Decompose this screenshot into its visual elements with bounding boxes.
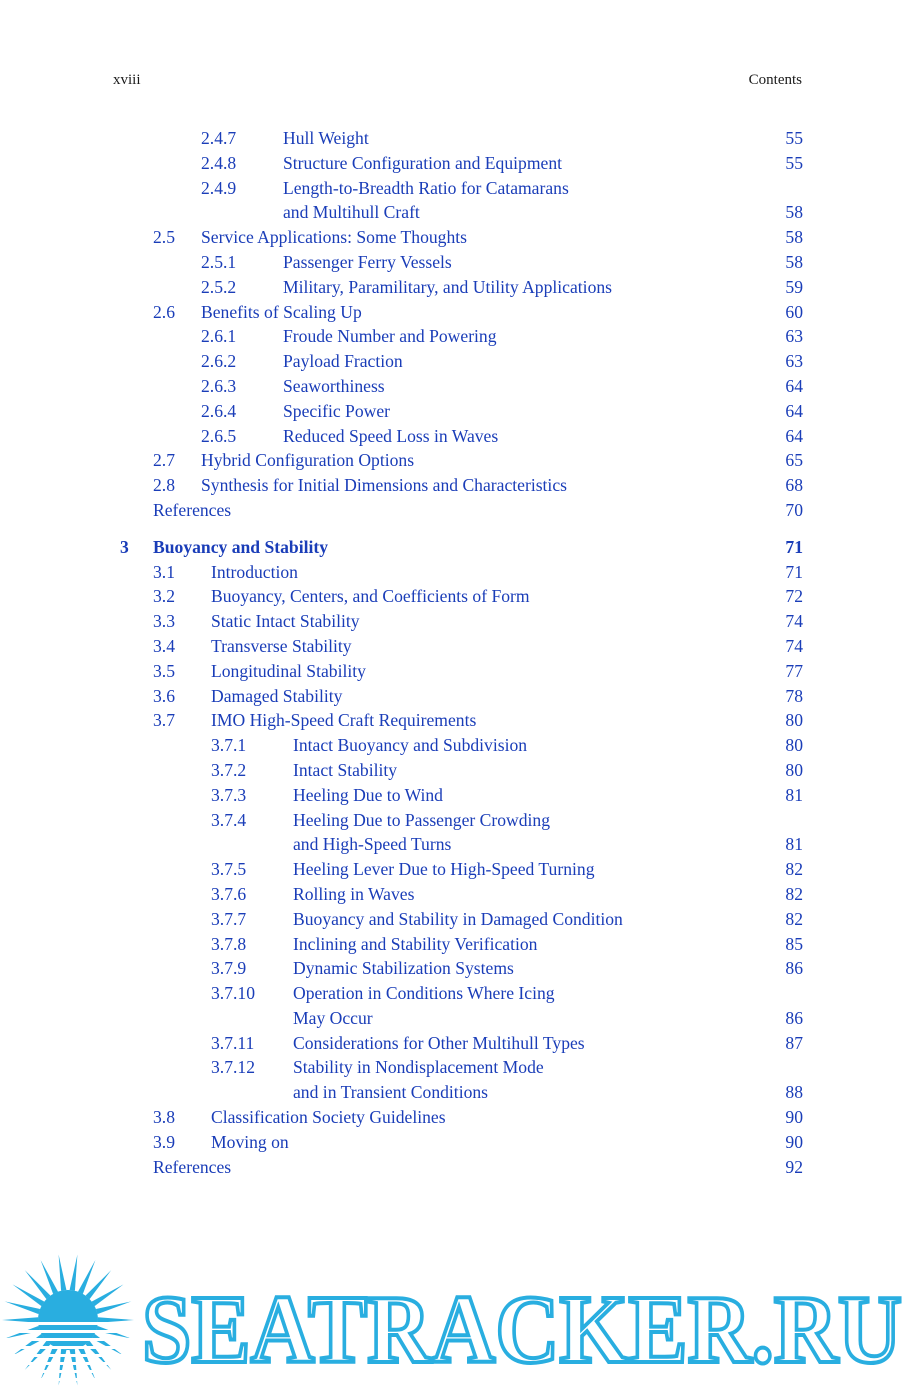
toc-entry[interactable] <box>113 473 803 498</box>
entry-number: 3.8 <box>153 1107 175 1128</box>
table-of-contents <box>113 126 803 1179</box>
entry-page: 64 <box>785 425 803 446</box>
entry-title[interactable]: . . . Reduced Speed Loss in Waves <box>283 424 751 449</box>
entry-title[interactable]: . . . Heeling Lever Due to High-Speed Turning <box>293 857 751 882</box>
entry-number: 2.7 <box>153 450 175 471</box>
toc-entry[interactable] <box>113 708 803 733</box>
entry-page: 58 <box>785 202 803 223</box>
toc-entry[interactable] <box>113 758 803 783</box>
entry-number: 3.7.5 <box>211 859 247 880</box>
entry-number: 2.4.9 <box>201 177 237 198</box>
entry-page: 72 <box>785 586 803 607</box>
toc-entry[interactable] <box>113 300 803 325</box>
entry-page: 92 <box>785 1156 803 1177</box>
toc-entry[interactable] <box>113 349 803 374</box>
entry-title[interactable]: . . . Heeling Due to Wind <box>293 783 751 808</box>
toc-entry[interactable] <box>113 832 803 857</box>
entry-number: 3.7.9 <box>211 958 247 979</box>
toc-entry[interactable] <box>113 498 803 523</box>
entry-number: 3.7.10 <box>211 983 255 1004</box>
entry-number: 3.4 <box>153 635 175 656</box>
toc-entry[interactable] <box>113 560 803 585</box>
toc-section-chapter-2 <box>113 126 803 523</box>
entry-title[interactable]: Stability in Nondisplacement Mode <box>293 1057 544 1078</box>
entry-number: 2.6.5 <box>201 425 237 446</box>
entry-title[interactable]: . . . Rolling in Waves <box>293 882 751 907</box>
toc-entry[interactable] <box>113 684 803 709</box>
entry-title[interactable]: . . . Intact Buoyancy and Subdivision <box>293 733 751 758</box>
entry-number: 3.9 <box>153 1131 175 1152</box>
chapter-page: 71 <box>785 536 803 557</box>
entry-title[interactable]: . . . Inclining and Stability Verification <box>293 932 751 957</box>
entry-page: 78 <box>785 685 803 706</box>
entry-title[interactable]: . . . Synthesis for Initial Dimensions and Characteristics <box>201 473 751 498</box>
entry-title[interactable]: . . . IMO High-Speed Craft Requirements <box>211 708 751 733</box>
toc-entry[interactable] <box>113 324 803 349</box>
toc-section-chapter-3 <box>113 560 803 1180</box>
entry-title[interactable]: . . . May Occur <box>293 1006 751 1031</box>
entry-page: 81 <box>785 784 803 805</box>
toc-entry[interactable] <box>113 424 803 449</box>
entry-number: 3.7.1 <box>211 735 247 756</box>
toc-entry[interactable] <box>113 584 803 609</box>
entry-number: 3.7.6 <box>211 883 247 904</box>
entry-page: 82 <box>785 883 803 904</box>
entry-title[interactable]: . . . Damaged Stability <box>211 684 751 709</box>
entry-page: 63 <box>785 351 803 372</box>
entry-title[interactable]: . . . Military, Paramilitary, and Utility Applications <box>283 275 751 300</box>
entry-page: 74 <box>785 611 803 632</box>
entry-title[interactable]: . . . and Multihull Craft <box>283 200 751 225</box>
entry-page: 82 <box>785 859 803 880</box>
entry-page: 71 <box>785 561 803 582</box>
dot-leader <box>153 1155 751 1180</box>
entry-page: 86 <box>785 1007 803 1028</box>
watermark-logo <box>0 1250 915 1388</box>
toc-entry[interactable] <box>113 1130 803 1155</box>
chapter-title[interactable]: . . . Buoyancy and Stability <box>153 535 751 560</box>
toc-chapter-row[interactable] <box>113 535 803 560</box>
entry-page: 70 <box>785 499 803 520</box>
toc-entry[interactable] <box>113 1080 803 1105</box>
entry-title[interactable]: . . . Seaworthiness <box>283 374 751 399</box>
entry-page: 59 <box>785 276 803 297</box>
toc-entry[interactable] <box>113 176 803 201</box>
toc-entry[interactable] <box>113 399 803 424</box>
entry-page: 80 <box>785 735 803 756</box>
entry-number: 2.5.1 <box>201 251 237 272</box>
entry-page: 58 <box>785 227 803 248</box>
watermark-text: SEATRACKER.RU <box>142 1276 902 1384</box>
toc-entry[interactable] <box>113 609 803 634</box>
entry-page: 86 <box>785 958 803 979</box>
entry-title[interactable]: . . . Payload Fraction <box>283 349 751 374</box>
entry-number: 3.7.7 <box>211 908 247 929</box>
entry-title[interactable]: . . . Benefits of Scaling Up <box>201 300 751 325</box>
toc-entry[interactable] <box>113 151 803 176</box>
entry-page: 63 <box>785 326 803 347</box>
toc-entry[interactable] <box>113 200 803 225</box>
entry-title[interactable]: . . . References <box>153 1155 751 1180</box>
entry-number: 3.7.4 <box>211 809 247 830</box>
entry-number: 3.7.2 <box>211 759 247 780</box>
entry-title[interactable]: . . . Specific Power <box>283 399 751 424</box>
toc-entry[interactable] <box>113 1155 803 1180</box>
toc-entry[interactable] <box>113 907 803 932</box>
toc-entry[interactable] <box>113 275 803 300</box>
sun-ray <box>59 1255 67 1291</box>
entry-title[interactable]: . . . Passenger Ferry Vessels <box>283 250 751 275</box>
entry-title[interactable]: . . . Froude Number and Powering <box>283 324 751 349</box>
entry-page: 85 <box>785 933 803 954</box>
entry-title[interactable]: . . . Moving on <box>211 1130 751 1155</box>
chapter-number: 3 <box>120 536 129 557</box>
entry-number: 3.2 <box>153 586 175 607</box>
dot-leader <box>153 498 751 523</box>
toc-entry[interactable] <box>113 733 803 758</box>
entry-title[interactable]: Operation in Conditions Where Icing <box>293 983 555 1004</box>
sunburst-icon <box>0 1255 138 1386</box>
toc-entry[interactable] <box>113 225 803 250</box>
entry-number: 2.6.2 <box>201 351 237 372</box>
entry-title[interactable]: . . . Buoyancy, Centers, and Coefficients of Form <box>211 584 751 609</box>
entry-number: 3.7 <box>153 710 175 731</box>
entry-title[interactable]: . . . Hull Weight <box>283 126 751 151</box>
entry-number: 3.1 <box>153 561 175 582</box>
entry-page: 65 <box>785 450 803 471</box>
toc-entry[interactable] <box>113 1031 803 1056</box>
entry-page: 60 <box>785 301 803 322</box>
sun-ray <box>70 1255 78 1291</box>
running-head <box>113 72 802 94</box>
entry-page: 80 <box>785 710 803 731</box>
entry-title[interactable]: . . . Static Intact Stability <box>211 609 751 634</box>
toc-entry[interactable] <box>113 448 803 473</box>
entry-title[interactable]: . . . Dynamic Stabilization Systems <box>293 956 751 981</box>
sun-ray <box>96 1301 131 1314</box>
toc-entry[interactable] <box>113 932 803 957</box>
entry-title[interactable]: . . . Considerations for Other Multihull Types <box>293 1031 751 1056</box>
entry-title[interactable]: . . . Hybrid Configuration Options <box>201 448 751 473</box>
entry-title[interactable]: . . . and High-Speed Turns <box>293 832 751 857</box>
toc-entry[interactable] <box>113 659 803 684</box>
entry-title[interactable]: . . . References <box>153 498 751 523</box>
entry-number: 2.5.2 <box>201 276 237 297</box>
entry-number: 3.6 <box>153 685 175 706</box>
entry-page: 80 <box>785 759 803 780</box>
entry-title[interactable]: Heeling Due to Passenger Crowding <box>293 809 551 830</box>
entry-number: 2.5 <box>153 227 175 248</box>
dot-leader <box>211 1130 751 1155</box>
toc-entry[interactable] <box>113 374 803 399</box>
entry-number: 2.6.3 <box>201 375 237 396</box>
entry-page: 55 <box>785 128 803 148</box>
entry-page: 64 <box>785 400 803 421</box>
entry-title[interactable]: Length-to-Breadth Ratio for Catamarans <box>283 177 569 198</box>
entry-number: 3.7.8 <box>211 933 247 954</box>
sun-ray <box>5 1301 40 1314</box>
toc-entry[interactable] <box>113 857 803 882</box>
entry-page: 74 <box>785 635 803 656</box>
toc-entry[interactable] <box>113 1055 803 1080</box>
toc-entry[interactable] <box>113 882 803 907</box>
entry-title[interactable]: . . . Structure Configuration and Equipment <box>283 151 751 176</box>
entry-title[interactable]: . . . Classification Society Guidelines <box>211 1105 751 1130</box>
entry-number: 2.6.4 <box>201 400 237 421</box>
entry-number: 3.7.3 <box>211 784 247 805</box>
entry-page: 55 <box>785 152 803 173</box>
entry-number: 2.8 <box>153 475 175 496</box>
entry-page: 68 <box>785 475 803 496</box>
toc-entry[interactable] <box>113 250 803 275</box>
entry-number: 3.7.12 <box>211 1057 255 1078</box>
entry-title[interactable]: . . . and in Transient Conditions <box>293 1080 751 1105</box>
entry-number: 2.4.8 <box>201 152 237 173</box>
entry-title[interactable]: . . . Service Applications: Some Thoughts <box>201 225 751 250</box>
running-title: Contents <box>748 72 802 88</box>
page-number: xviii <box>113 72 141 88</box>
entry-page: 82 <box>785 908 803 929</box>
entry-page: 58 <box>785 251 803 272</box>
entry-page: 87 <box>785 1032 803 1053</box>
toc-entry[interactable] <box>113 956 803 981</box>
toc-entry[interactable] <box>113 634 803 659</box>
entry-page: 90 <box>785 1131 803 1152</box>
entry-page: 90 <box>785 1107 803 1128</box>
entry-title[interactable]: . . . Introduction <box>211 560 751 585</box>
entry-number: 3.5 <box>153 660 175 681</box>
entry-title[interactable]: . . . Buoyancy and Stability in Damaged Condition <box>293 907 751 932</box>
entry-title[interactable]: . . . Longitudinal Stability <box>211 659 751 684</box>
entry-number: 2.6.1 <box>201 326 237 347</box>
entry-number: 2.4.7 <box>201 128 237 148</box>
toc-entry[interactable] <box>113 1006 803 1031</box>
entry-number: 2.6 <box>153 301 175 322</box>
toc-entry[interactable] <box>113 783 803 808</box>
entry-page: 64 <box>785 375 803 396</box>
entry-page: 77 <box>785 660 803 681</box>
sun-ray <box>98 1317 134 1322</box>
toc-entry[interactable] <box>113 981 803 1006</box>
entry-page: 88 <box>785 1082 803 1103</box>
toc-entry[interactable] <box>113 126 803 151</box>
entry-number: 3.3 <box>153 611 175 632</box>
entry-page: 81 <box>785 834 803 855</box>
entry-title[interactable]: . . . Intact Stability <box>293 758 751 783</box>
sun-ray <box>2 1317 38 1322</box>
entry-title[interactable]: . . . Transverse Stability <box>211 634 751 659</box>
entry-number: 3.7.11 <box>211 1032 255 1053</box>
toc-entry[interactable] <box>113 1105 803 1130</box>
toc-entry[interactable] <box>113 808 803 833</box>
